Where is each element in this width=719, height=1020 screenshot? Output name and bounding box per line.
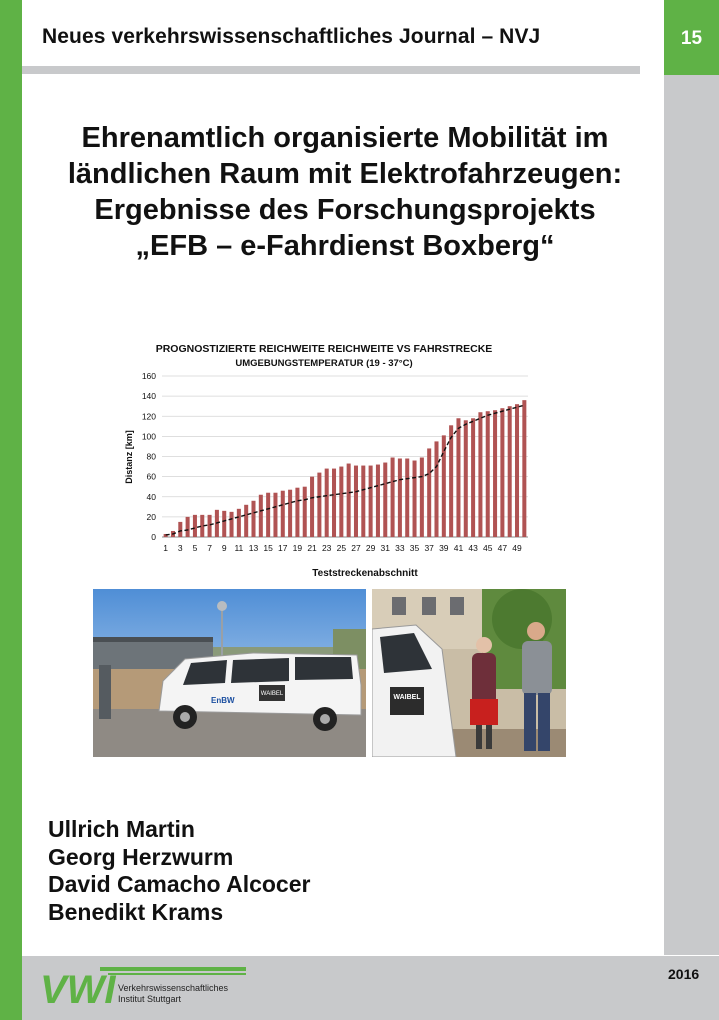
chart-bar xyxy=(405,459,409,537)
chart-bar xyxy=(347,464,351,537)
title-line: ländlichen Raum mit Elektrofahrzeugen: xyxy=(67,158,623,190)
chart-bar xyxy=(208,515,212,537)
chart-bar xyxy=(178,522,182,537)
y-tick-label: 120 xyxy=(141,411,156,422)
chart-bar xyxy=(471,418,475,537)
institute-name xyxy=(118,983,228,1005)
chart-bar xyxy=(522,400,526,537)
chart-bar xyxy=(478,412,482,537)
chart-bar xyxy=(369,466,373,537)
left-accent-bar xyxy=(0,0,22,1020)
chart-subtitle: UMGEBUNGSTEMPERATUR (19 - 37°C) xyxy=(235,358,413,369)
volume-number: 15 xyxy=(680,28,703,49)
x-tick-label: 43 xyxy=(468,543,478,553)
x-tick-label: 41 xyxy=(453,543,464,553)
chart-x-ticks xyxy=(163,543,522,553)
book-title xyxy=(40,120,650,264)
x-tick-label: 37 xyxy=(424,543,434,553)
right-gray-column xyxy=(664,75,719,955)
chart-bar xyxy=(237,509,241,537)
x-tick-label: 21 xyxy=(307,543,317,553)
chart-bar xyxy=(486,411,490,537)
x-tick-label: 45 xyxy=(483,543,493,553)
x-tick-label: 1 xyxy=(163,543,169,553)
chart-bar xyxy=(493,410,497,537)
chart-bar xyxy=(288,490,292,537)
chart-bar xyxy=(361,466,365,537)
x-tick-label: 9 xyxy=(221,543,227,553)
y-tick-label: 20 xyxy=(146,511,156,522)
chart-bar xyxy=(244,505,248,537)
van-with-passengers-photo xyxy=(372,589,566,757)
chart-bar xyxy=(413,461,417,537)
x-tick-label: 3 xyxy=(177,543,183,553)
y-tick-label: 40 xyxy=(146,491,156,502)
chart-bar xyxy=(456,418,460,537)
van-sign: WAIBEL xyxy=(393,694,421,701)
x-tick-label: 35 xyxy=(409,543,420,553)
author-name: Benedikt Krams xyxy=(48,898,224,925)
svg-text:WAIBEL: WAIBEL xyxy=(260,691,284,697)
y-tick-label: 60 xyxy=(146,471,156,482)
chart-bar xyxy=(230,512,234,537)
x-tick-label: 13 xyxy=(248,543,259,553)
title-line: Ergebnisse des Forschungsprojekts xyxy=(94,194,596,226)
chart-bar xyxy=(303,487,307,537)
chart-bar xyxy=(339,467,343,537)
x-tick-label: 5 xyxy=(192,543,198,553)
institute-line: Institut Stuttgart xyxy=(118,994,182,1004)
range-chart xyxy=(112,336,542,584)
chart-bar xyxy=(259,495,263,537)
chart-bar xyxy=(222,511,226,537)
chart-bar xyxy=(376,465,380,537)
x-tick-label: 17 xyxy=(278,543,288,553)
chart-bar xyxy=(317,473,321,537)
chart-bar xyxy=(310,477,314,537)
chart-xlabel: Teststreckenabschnitt xyxy=(312,568,418,579)
chart-bar xyxy=(295,488,299,537)
y-tick-label: 160 xyxy=(141,371,156,381)
chart-bar xyxy=(391,458,395,537)
chart-bar xyxy=(325,469,329,537)
chart-bar xyxy=(434,441,438,537)
volume-badge xyxy=(664,0,719,75)
x-tick-label: 19 xyxy=(292,543,303,553)
chart-bar xyxy=(427,448,431,537)
x-tick-label: 7 xyxy=(207,543,212,553)
chart-bar xyxy=(186,517,190,537)
author-list xyxy=(48,816,310,926)
chart-bar xyxy=(193,515,197,537)
x-tick-label: 29 xyxy=(365,543,376,553)
chart-bar xyxy=(515,404,519,537)
trend-line xyxy=(166,405,525,535)
institute-line: Verkehrswissenschaftliches xyxy=(118,983,229,993)
author-name: David Camacho Alcocer xyxy=(48,871,311,897)
chart-bar xyxy=(266,493,270,537)
title-line: „EFB – e-Fahrdienst Boxberg“ xyxy=(135,230,555,262)
chart-bar xyxy=(383,463,387,537)
chart-bar xyxy=(251,501,255,537)
chart-bar xyxy=(273,493,277,537)
y-tick-label: 100 xyxy=(141,431,156,442)
chart-bars xyxy=(164,400,527,537)
x-tick-label: 25 xyxy=(336,543,347,553)
publication-year: 2016 xyxy=(668,966,700,982)
chart-bar xyxy=(420,458,424,537)
y-tick-label: 80 xyxy=(146,451,156,462)
y-tick-label: 140 xyxy=(141,391,156,402)
electric-van-charging-photo xyxy=(93,589,366,757)
x-tick-label: 23 xyxy=(321,543,332,553)
chart-bar xyxy=(500,408,504,537)
header-divider xyxy=(22,66,640,74)
x-tick-label: 49 xyxy=(512,543,522,553)
chart-bar xyxy=(449,425,453,537)
x-tick-label: 33 xyxy=(395,543,405,553)
chart-bar xyxy=(281,491,285,537)
x-tick-label: 11 xyxy=(234,543,244,553)
series-title: Neues verkehrswissenschaftliches Journal – NVJ xyxy=(42,25,541,48)
title-line: Ehrenamtlich organisierte Mobilität im xyxy=(81,122,609,154)
x-tick-label: 47 xyxy=(497,543,508,553)
chart-svg xyxy=(112,336,542,584)
chart-bar xyxy=(464,420,468,537)
x-tick-label: 31 xyxy=(380,543,390,553)
chart-trend-line xyxy=(166,405,525,535)
x-tick-label: 15 xyxy=(263,543,273,553)
chart-bar xyxy=(398,459,402,537)
chart-bar xyxy=(332,469,336,537)
x-tick-label: 39 xyxy=(439,543,449,553)
author-name: Ullrich Martin xyxy=(48,816,195,842)
chart-title: PROGNOSTIZIERTE REICHWEITE REICHWEITE VS FAHRSTRECKE xyxy=(155,343,493,355)
chart-bar xyxy=(508,406,512,537)
x-tick-label: 27 xyxy=(351,543,361,553)
chart-ylabel: Distanz [km] xyxy=(124,430,134,484)
chart-bar xyxy=(354,466,358,537)
svg-text:EnBW: EnBW xyxy=(211,696,235,705)
chart-y-ticks xyxy=(142,371,156,542)
y-tick-label: 0 xyxy=(151,532,156,542)
logo-mark: VWI xyxy=(40,968,116,1009)
author-name: Georg Herzwurm xyxy=(48,843,234,870)
